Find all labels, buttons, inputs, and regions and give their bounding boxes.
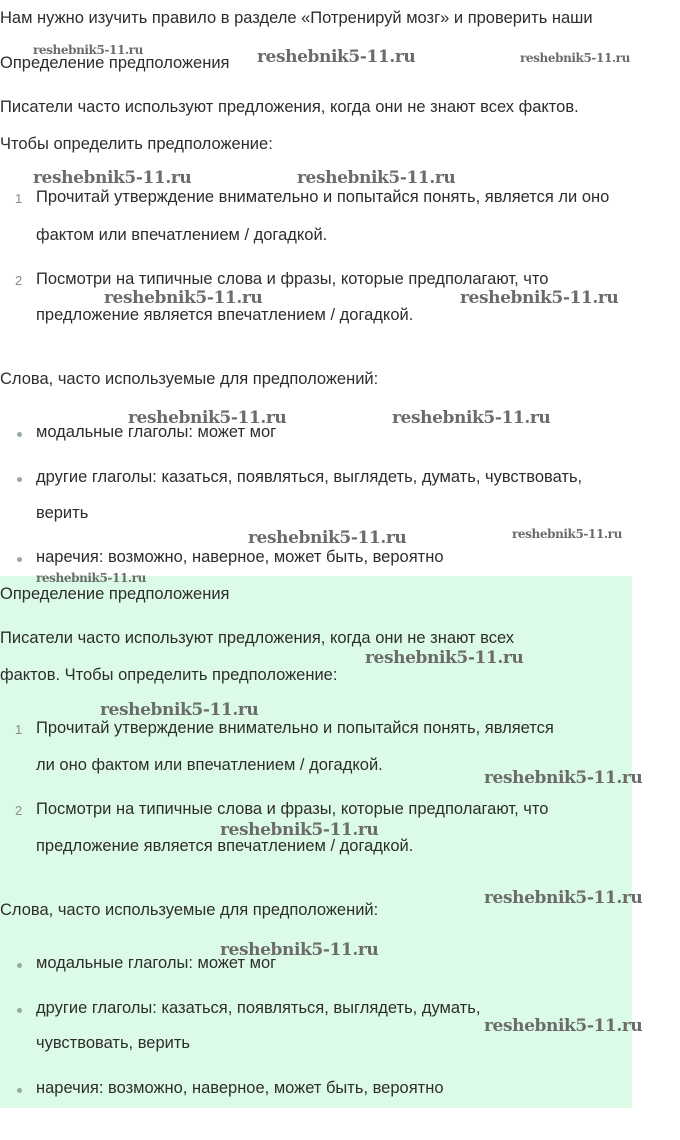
watermark: reshebnik5-11.ru	[484, 768, 643, 788]
step-text: Посмотри на типичные слова и фразы, которые предполагают, что	[36, 270, 549, 288]
watermark: reshebnik5-11.ru	[128, 408, 287, 428]
watermark: reshebnik5-11.ru	[512, 527, 622, 541]
bullet-marker	[17, 963, 22, 968]
watermark: reshebnik5-11.ru	[220, 940, 379, 960]
rule-title: Определение предположения	[0, 54, 230, 72]
answer-paragraph: Писатели часто используют предложения, когда они не знают всех	[0, 629, 515, 647]
list-item: другие глаголы: казаться, появляться, выглядеть, думать, чувствовать,	[36, 468, 583, 486]
watermark: reshebnik5-11.ru	[297, 168, 456, 188]
bullet-marker	[17, 477, 22, 482]
watermark: reshebnik5-11.ru	[392, 408, 551, 428]
watermark: reshebnik5-11.ru	[484, 888, 643, 908]
watermark: reshebnik5-11.ru	[365, 648, 524, 668]
watermark: reshebnik5-11.ru	[220, 820, 379, 840]
watermark: reshebnik5-11.ru	[33, 168, 192, 188]
step-text-cont: фактом или впечатлением / догадкой.	[36, 226, 328, 244]
list-item-cont: чувствовать, верить	[36, 1034, 191, 1052]
rule-paragraph-2: Чтобы определить предположение:	[0, 135, 273, 153]
words-title: Слова, часто используемые для предположений:	[0, 370, 379, 388]
list-item: модальные глаголы: может мог	[36, 954, 277, 972]
watermark: reshebnik5-11.ru	[520, 51, 630, 65]
step-text: Прочитай утверждение внимательно и попытайся понять, является	[36, 719, 554, 737]
watermark: reshebnik5-11.ru	[100, 700, 259, 720]
step-number: 2	[15, 803, 23, 818]
answer-paragraph-cont: фактов. Чтобы определить предположение:	[0, 666, 338, 684]
answer-title: Определение предположения	[0, 585, 230, 603]
watermark: reshebnik5-11.ru	[484, 1016, 643, 1036]
watermark: reshebnik5-11.ru	[104, 288, 263, 308]
step-text: Прочитай утверждение внимательно и попытайся понять, является ли оно	[36, 188, 610, 206]
step-number: 1	[15, 722, 23, 737]
intro-text: Нам нужно изучить правило в разделе «Потренируй мозг» и проверить наши	[0, 9, 593, 27]
step-text-cont: предложение является впечатлением / догадкой.	[36, 837, 414, 855]
answer-words-title: Слова, часто используемые для предположений:	[0, 901, 379, 919]
bullet-marker	[17, 432, 22, 437]
step-text-cont: предложение является впечатлением / догадкой.	[36, 306, 414, 324]
step-number: 1	[15, 191, 23, 206]
watermark: reshebnik5-11.ru	[460, 288, 619, 308]
list-item: модальные глаголы: может мог	[36, 423, 277, 441]
step-number: 2	[15, 273, 23, 288]
rule-paragraph: Писатели часто используют предложения, когда они не знают всех фактов.	[0, 98, 579, 116]
step-text-cont: ли оно фактом или впечатлением / догадкой.	[36, 756, 383, 774]
list-item-cont: верить	[36, 504, 89, 522]
list-item: наречия: возможно, наверное, может быть, вероятно	[36, 1079, 444, 1097]
list-item: другие глаголы: казаться, появляться, выглядеть, думать,	[36, 999, 481, 1017]
bullet-marker	[17, 557, 22, 562]
bullet-marker	[17, 1088, 22, 1093]
watermark: reshebnik5-11.ru	[257, 47, 416, 67]
list-item: наречия: возможно, наверное, может быть, вероятно	[36, 548, 444, 566]
watermark: reshebnik5-11.ru	[36, 571, 146, 585]
watermark: reshebnik5-11.ru	[248, 528, 407, 548]
watermark: reshebnik5-11.ru	[33, 43, 143, 57]
bullet-marker	[17, 1008, 22, 1013]
step-text: Посмотри на типичные слова и фразы, которые предполагают, что	[36, 800, 549, 818]
